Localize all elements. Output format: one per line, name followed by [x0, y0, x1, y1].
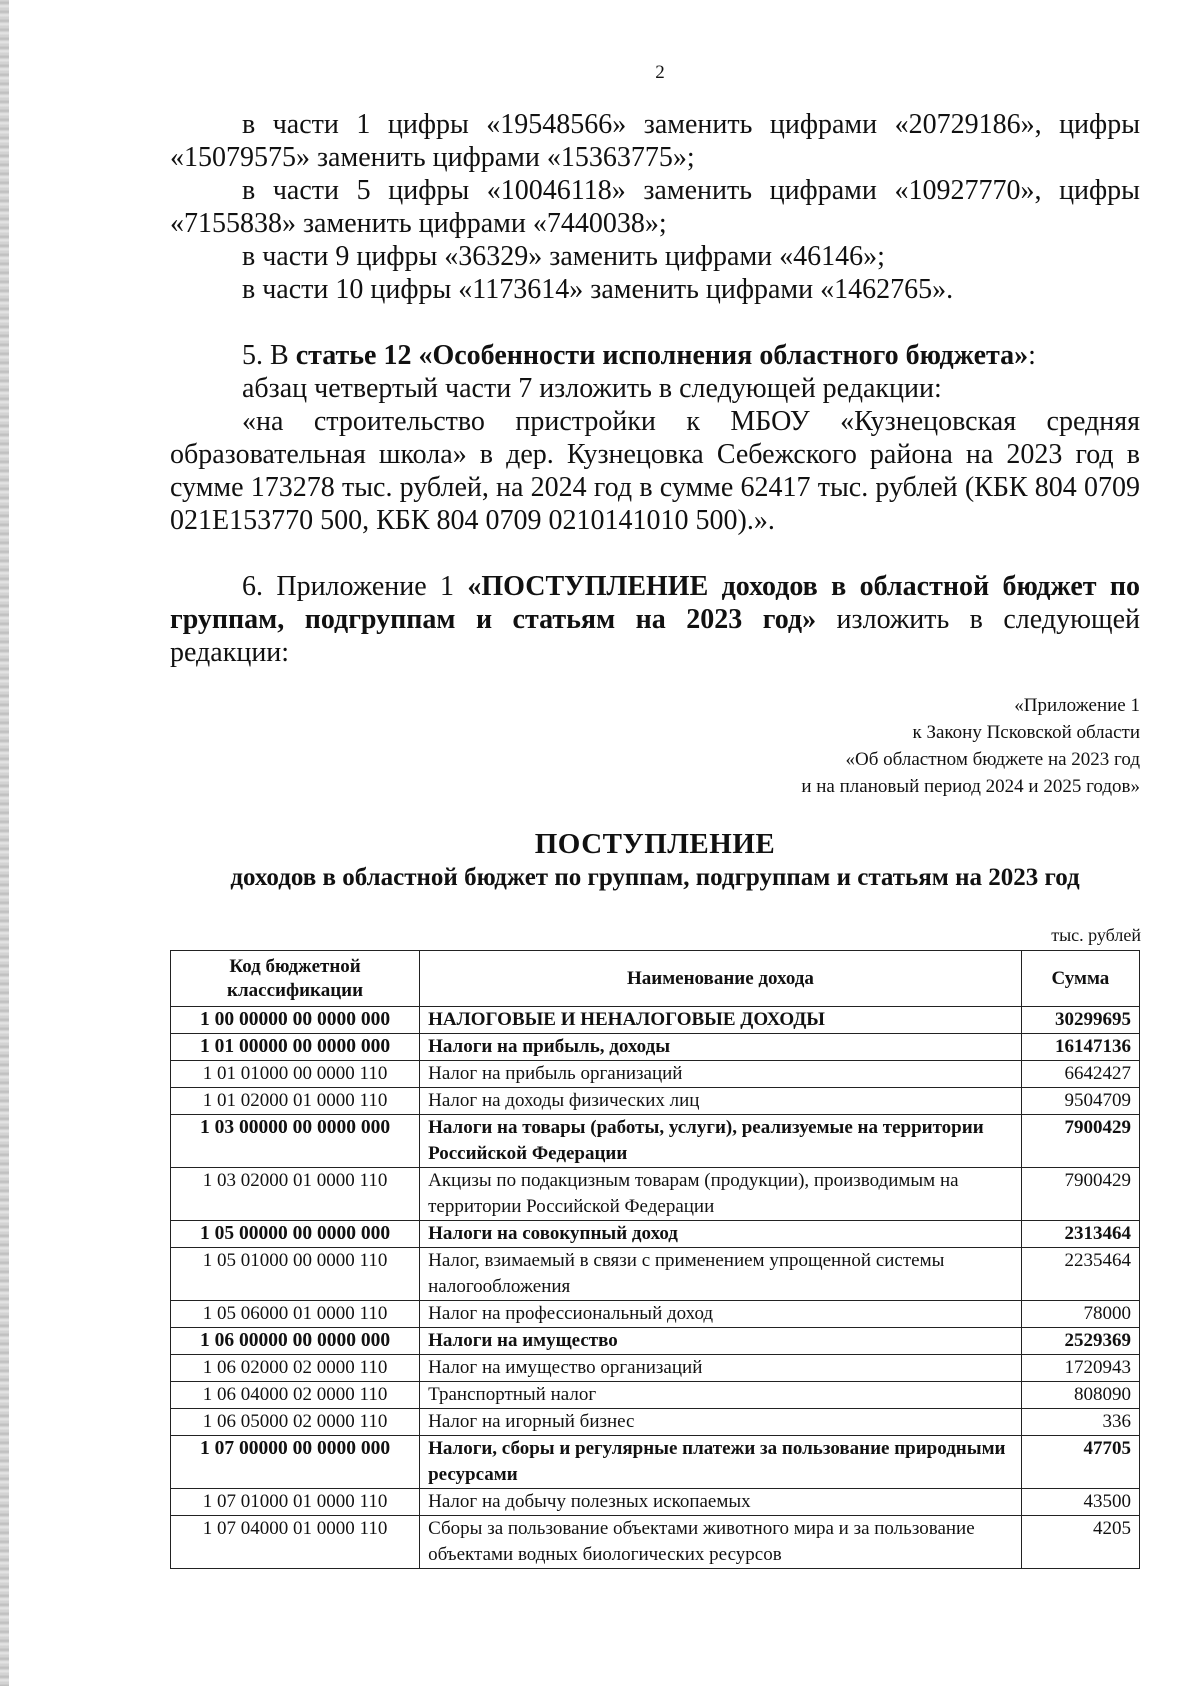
- units-label: тыс. рублей: [1051, 925, 1141, 945]
- row-sum: 9504709: [1021, 1088, 1139, 1115]
- table-row: [171, 1382, 1140, 1409]
- row-code: 1 00 00000 00 0000 000: [171, 1007, 420, 1034]
- table-row: [171, 1007, 1140, 1034]
- row-name: Налоги на совокупный доход: [420, 1221, 1022, 1248]
- table-row: [171, 1436, 1140, 1489]
- table-row: [171, 1115, 1140, 1168]
- header-sum: Сумма: [1021, 951, 1139, 1007]
- table-row: [171, 1088, 1140, 1115]
- row-sum: 808090: [1021, 1382, 1139, 1409]
- row-name: Налоги, сборы и регулярные платежи за пользование природными ресурсами: [420, 1436, 1022, 1489]
- scan-edge: [0, 0, 9, 1686]
- row-name: Транспортный налог: [420, 1382, 1022, 1409]
- row-sum: 2529369: [1021, 1328, 1139, 1355]
- row-name: Налог на имущество организаций: [420, 1355, 1022, 1382]
- row-name: НАЛОГОВЫЕ И НЕНАЛОГОВЫЕ ДОХОДЫ: [420, 1007, 1022, 1034]
- amendment-part1: в части 1 цифры «19548566» заменить цифрами «20729186», цифры «15079575» заменить цифрами «15363775»;: [170, 109, 1140, 173]
- amendment-part9: в части 9 цифры «36329» заменить цифрами «46146»;: [242, 241, 885, 272]
- row-sum: 30299695: [1021, 1007, 1139, 1034]
- table-row: [171, 1061, 1140, 1088]
- table-row: [171, 1355, 1140, 1382]
- table-row: [171, 1489, 1140, 1516]
- row-code: 1 06 05000 02 0000 110: [171, 1409, 420, 1436]
- row-name: Налог на профессиональный доход: [420, 1301, 1022, 1328]
- row-code: 1 01 01000 00 0000 110: [171, 1061, 420, 1088]
- row-sum: 47705: [1021, 1436, 1139, 1489]
- table-row: [171, 1034, 1140, 1061]
- row-sum: 78000: [1021, 1301, 1139, 1328]
- row-code: 1 05 00000 00 0000 000: [171, 1221, 420, 1248]
- row-sum: 2313464: [1021, 1221, 1139, 1248]
- table-row: [171, 1301, 1140, 1328]
- appendix-line-3: «Об областном бюджете на 2023 год: [845, 749, 1140, 770]
- page-number: 2: [655, 62, 665, 83]
- row-sum: 2235464: [1021, 1248, 1139, 1301]
- row-sum: 16147136: [1021, 1034, 1139, 1061]
- row-code: 1 07 00000 00 0000 000: [171, 1436, 420, 1489]
- item5-instruction: абзац четвертый части 7 изложить в следующей редакции:: [242, 373, 942, 404]
- item5-quote: «на строительство пристройки к МБОУ «Кузнецовская средняя образовательная школа» в дер. Кузнецовка Себежского района на 2023 год в сумме 173278 тыс. рублей, на 2024 год в сумме 62417 тыс. рублей (КБК 804 0709 021Е153770 500, КБК 804 0709 0210141010 500).».: [170, 406, 1140, 536]
- row-code: 1 06 00000 00 0000 000: [171, 1328, 420, 1355]
- row-code: 1 05 06000 01 0000 110: [171, 1301, 420, 1328]
- row-name: Налог на прибыль организаций: [420, 1061, 1022, 1088]
- item6-paragraph: 6. Приложение 1 «ПОСТУПЛЕНИЕ доходов в областной бюджет по группам, подгруппам и статьям на 2023 год» изложить в следующей редакции:: [170, 571, 1141, 668]
- row-sum: 4205: [1021, 1516, 1139, 1569]
- revenue-table: [170, 950, 1140, 1569]
- row-code: 1 05 01000 00 0000 110: [171, 1248, 420, 1301]
- table-row: [171, 1516, 1140, 1569]
- row-code: 1 03 02000 01 0000 110: [171, 1168, 420, 1221]
- row-name: Налоги на имущество: [420, 1328, 1022, 1355]
- row-sum: 7900429: [1021, 1115, 1139, 1168]
- row-code: 1 07 04000 01 0000 110: [171, 1516, 420, 1569]
- appendix-line-2: к Закону Псковской области: [912, 722, 1140, 743]
- row-name: Налог на доходы физических лиц: [420, 1088, 1022, 1115]
- header-code: Код бюджетной классификации: [171, 951, 420, 1007]
- row-name: Налог, взимаемый в связи с применением упрощенной системы налогообложения: [420, 1248, 1022, 1301]
- table-row: [171, 1248, 1140, 1301]
- row-code: 1 03 00000 00 0000 000: [171, 1115, 420, 1168]
- row-sum: 336: [1021, 1409, 1139, 1436]
- row-code: 1 07 01000 01 0000 110: [171, 1489, 420, 1516]
- row-code: 1 06 02000 02 0000 110: [171, 1355, 420, 1382]
- row-code: 1 01 02000 01 0000 110: [171, 1088, 420, 1115]
- header-name: Наименование дохода: [420, 951, 1022, 1007]
- appendix-line-1: «Приложение 1: [1014, 695, 1140, 716]
- row-name: Налоги на товары (работы, услуги), реализуемые на территории Российской Федерации: [420, 1115, 1022, 1168]
- table-title: ПОСТУПЛЕНИЕ: [534, 828, 776, 860]
- table-row: [171, 1409, 1140, 1436]
- table-row: [171, 1168, 1140, 1221]
- amendment-part5: в части 5 цифры «10046118» заменить цифрами «10927770», цифры «7155838» заменить цифрами «7440038»;: [170, 175, 1140, 239]
- row-name: Налог на добычу полезных ископаемых: [420, 1489, 1022, 1516]
- row-code: 1 01 00000 00 0000 000: [171, 1034, 420, 1061]
- item5-heading: 5. В статье 12 «Особенности исполнения областного бюджета»:: [242, 340, 1036, 371]
- row-name: Сборы за пользование объектами животного мира и за пользование объектами водных биологических ресурсов: [420, 1516, 1022, 1569]
- row-sum: 43500: [1021, 1489, 1139, 1516]
- row-code: 1 06 04000 02 0000 110: [171, 1382, 420, 1409]
- row-name: Налог на игорный бизнес: [420, 1409, 1022, 1436]
- appendix-header: [540, 692, 1140, 800]
- row-sum: 6642427: [1021, 1061, 1139, 1088]
- appendix-line-4: и на плановый период 2024 и 2025 годов»: [801, 776, 1140, 797]
- row-sum: 7900429: [1021, 1168, 1139, 1221]
- table-row: [171, 1221, 1140, 1248]
- amendment-part10: в части 10 цифры «1173614» заменить цифрами «1462765».: [242, 274, 954, 305]
- row-name: Акцизы по подакцизным товарам (продукции), производимым на территории Российской Федерации: [420, 1168, 1022, 1221]
- table-header-row: [171, 951, 1140, 1007]
- table-subtitle: доходов в областной бюджет по группам, подгруппам и статьям на 2023 год: [230, 864, 1080, 891]
- table-row: [171, 1328, 1140, 1355]
- row-sum: 1720943: [1021, 1355, 1139, 1382]
- row-name: Налоги на прибыль, доходы: [420, 1034, 1022, 1061]
